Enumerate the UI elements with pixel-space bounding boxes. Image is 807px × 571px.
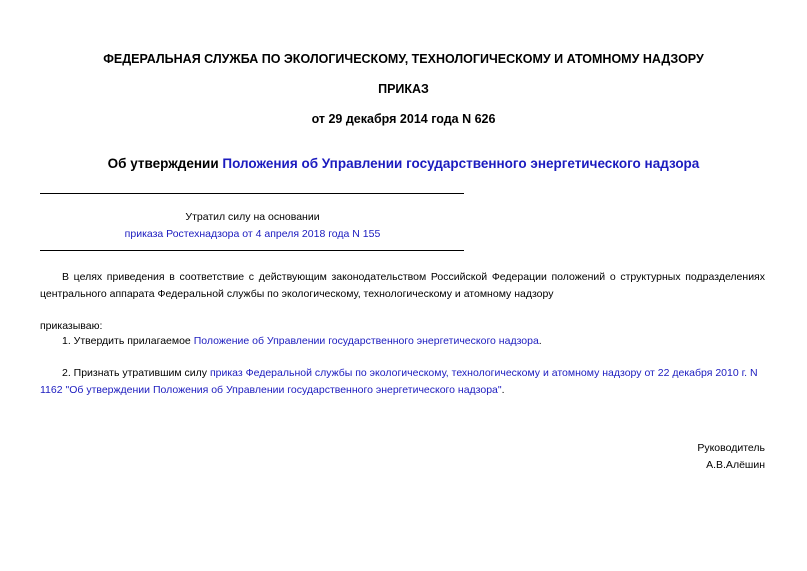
preamble-paragraph: В целях приведения в соответствие с действующим законодательством Российской Федерации положений о структурных подразделениях центрального аппарата Федеральной службы по экологическому, технологическому и атомному надзору [40, 271, 765, 300]
item2-suffix: . [501, 384, 505, 396]
void-notice-bottom-rule [40, 250, 464, 251]
signature-block [565, 440, 765, 474]
title-link[interactable]: Положения об Управлении государственного энергетического надзора [222, 156, 700, 171]
item2-prefix: 2. Признать утратившим силу [62, 367, 210, 379]
item2-link[interactable]: приказ Федеральной службы по экологическому, технологическому и атомному надзору от 22 декабря 2010 г. N 1162 "Об утверждении Положения об Управлении государственного энергетического надзора" [40, 367, 758, 396]
document-title [0, 156, 807, 171]
title-prefix: Об утверждении [107, 156, 223, 171]
item1-prefix: 1. Утвердить прилагаемое [62, 335, 194, 347]
item1-link[interactable]: Положение об Управлении государственного энергетического надзора [193, 335, 539, 347]
agency-name: ФЕДЕРАЛЬНАЯ СЛУЖБА ПО ЭКОЛОГИЧЕСКОМУ, ТЕХНОЛОГИЧЕСКОМУ И АТОМНОМУ НАДЗОРУ [103, 52, 704, 66]
signature-position: Руководитель [697, 442, 765, 454]
order-word: приказываю: [40, 320, 103, 332]
void-notice-link[interactable]: приказа Ростехнадзора от 4 апреля 2018 года N 155 [124, 228, 381, 240]
void-notice-text: Утратил силу на основании [185, 211, 320, 223]
order-item-1 [40, 333, 765, 350]
signature-name: А.В.Алёшин [706, 459, 765, 471]
document-type: ПРИКАЗ [378, 82, 429, 96]
void-notice-top-rule [40, 193, 464, 194]
item1-suffix: . [538, 335, 542, 347]
document-date: от 29 декабря 2014 года N 626 [311, 112, 496, 126]
order-item-2 [40, 365, 765, 399]
